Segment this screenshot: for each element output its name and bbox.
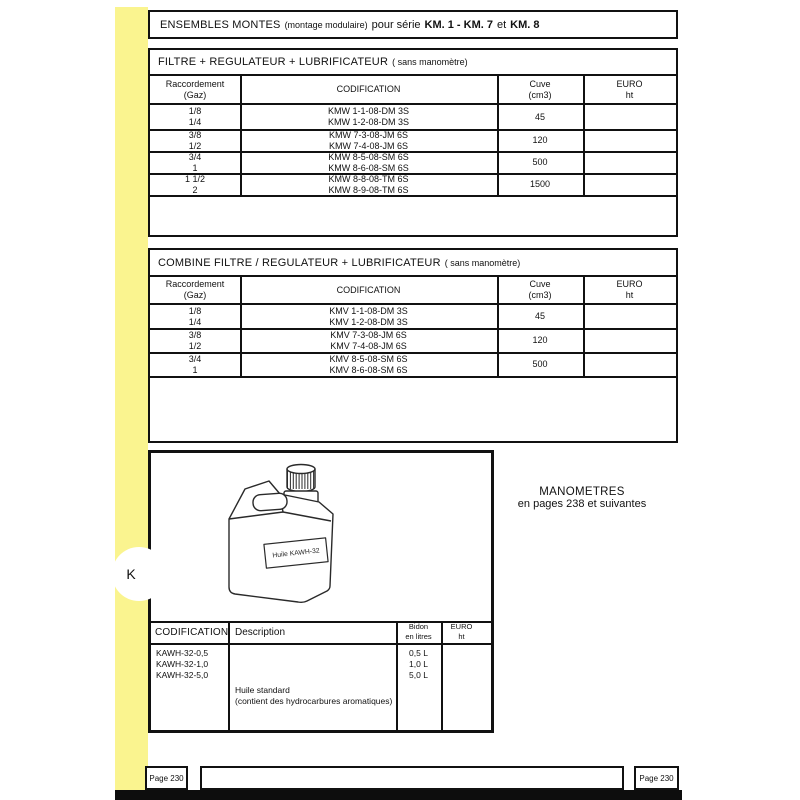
title-main: ENSEMBLES MONTES <box>160 18 281 31</box>
header-euro: EURO ht <box>616 279 643 300</box>
table2-title <box>150 250 676 275</box>
table2-title-paren: ( sans manomètre) <box>444 257 521 268</box>
divider <box>150 195 676 197</box>
section-index-tab <box>112 547 166 601</box>
note-line2: en pages 238 et suivantes <box>517 498 647 510</box>
table1-title-paren: ( sans manomètre) <box>392 57 468 67</box>
table-row: 3/8 1/2 KMW 7-3-08-JM 6S KMW 7-4-08-JM 6S 120 <box>188 129 548 151</box>
oil-litres: 0,5 L 1,0 L 5,0 L <box>409 648 428 680</box>
oil-bottle-illustration <box>215 453 360 613</box>
divider <box>150 376 676 378</box>
footer-page-number-right: Page 230 <box>634 766 679 790</box>
table-row: 3/8 1/2 KMV 7-3-08-JM 6S KMV 7-4-08-JM 6S 120 <box>188 329 548 351</box>
title-series-km8: KM. 8 <box>510 18 540 31</box>
oil-illustration-box <box>148 450 494 733</box>
oil-description: Huile standard (contient des hydrocarbures aromatiques) <box>235 685 393 706</box>
header-raccordement: Raccordement (Gaz) <box>165 78 225 100</box>
oil-header-bidon: Bidon en litres <box>405 622 432 641</box>
page-title-bar <box>148 10 678 39</box>
title-mid: pour série <box>371 18 421 31</box>
header-raccordement: Raccordement (Gaz) <box>165 279 225 300</box>
table1-title <box>150 50 676 74</box>
table-combine-filtre-regulateur-lubrificateur <box>148 248 678 443</box>
oil-header-euro: EURO ht <box>450 622 473 641</box>
title-series-range: KM. 1 - KM. 7 <box>424 18 493 31</box>
header-euro: EURO ht <box>616 78 643 100</box>
note-line1: MANOMETRES <box>539 486 625 498</box>
header-codification: CODIFICATION <box>336 284 401 295</box>
oil-header-codification: CODIFICATION <box>155 626 229 638</box>
table2-header-row <box>150 277 676 303</box>
title-paren: (montage modulaire) <box>284 19 368 30</box>
table2-title-text: COMBINE FILTRE / REGULATEUR + LUBRIFICATEUR <box>158 256 441 269</box>
bottom-black-bar <box>115 790 682 800</box>
table1-header-row <box>150 76 676 103</box>
section-letter: K <box>126 566 136 582</box>
table-row: 3/4 1 KMW 8-5-08-SM 6S KMW 8-6-08-SM 6S 500 <box>188 151 548 173</box>
header-codification: CODIFICATION <box>336 84 401 94</box>
table-row: 1/8 1/4 KMV 1-1-08-DM 3S KMV 1-2-08-DM 3S 45 <box>188 305 545 327</box>
oil-header-description: Description <box>235 626 286 638</box>
table1-title-text: FILTRE + REGULATEUR + LUBRIFICATEUR <box>158 56 389 68</box>
header-cuve: Cuve (cm3) <box>528 279 552 300</box>
footer-empty-box <box>200 766 624 790</box>
manometres-note <box>492 486 672 510</box>
divider <box>151 643 491 645</box>
footer-page-number-left: Page 230 <box>145 766 188 790</box>
header-cuve: Cuve (cm3) <box>528 78 552 100</box>
table-row: 3/4 1 KMV 8-5-08-SM 6S KMV 8-6-08-SM 6S 500 <box>188 353 548 375</box>
title-et: et <box>496 18 507 31</box>
bottle-label-text: Huile KAWH-32 <box>272 547 320 560</box>
table-filtre-regulateur-lubrificateur <box>148 48 678 237</box>
table-row: 1/8 1/4 KMW 1-1-08-DM 3S KMW 1-2-08-DM 3S 45 <box>188 106 545 127</box>
side-yellow-stripe <box>115 7 148 790</box>
oil-codes: KAWH-32-0,5 KAWH-32-1,0 KAWH-32-5,0 <box>156 648 209 680</box>
table-row: 1 1/2 2 KMW 8-8-08-TM 6S KMW 8-9-08-TM 6S 1500 <box>184 173 551 195</box>
